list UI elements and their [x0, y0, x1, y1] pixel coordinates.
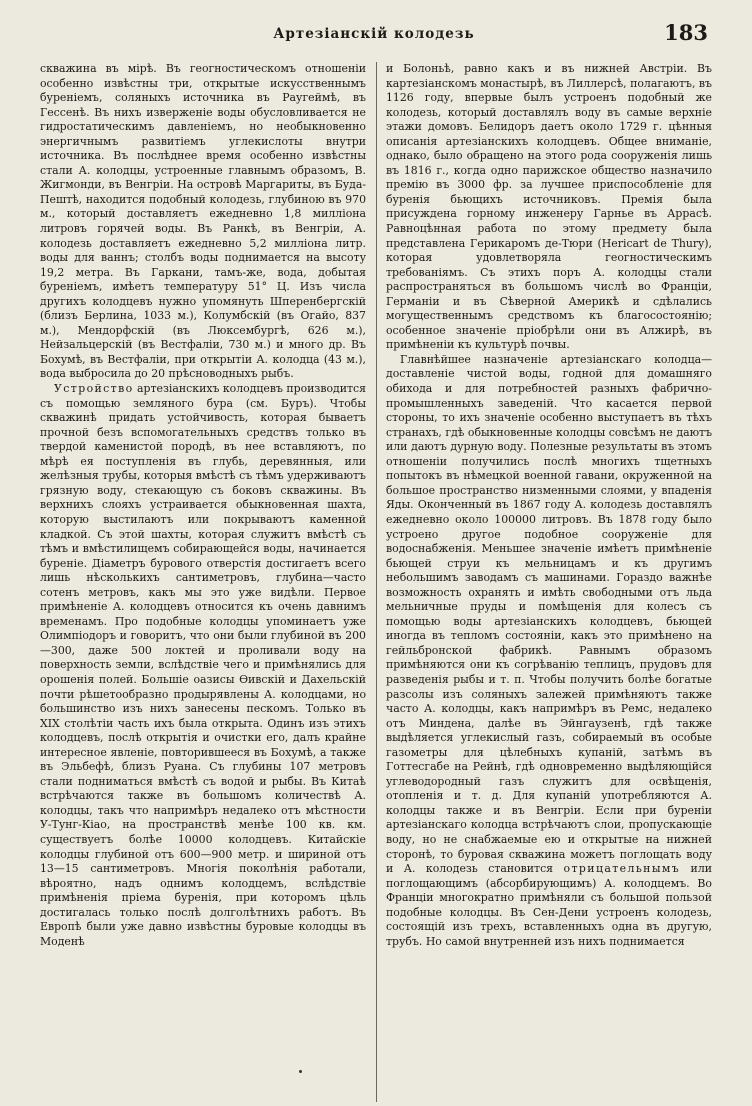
spaced-term: отрицательнымъ	[563, 862, 681, 876]
running-title: Артезіанскій колодезь	[273, 26, 475, 42]
page-header	[40, 20, 708, 50]
page-number: 183	[664, 20, 708, 45]
left-column	[40, 62, 366, 1102]
right-column	[386, 62, 712, 1102]
print-speck	[299, 1070, 302, 1073]
left-paragraph-2	[40, 382, 366, 949]
left-paragraph-1: скважина въ мірѣ. Въ геогностическомъ отношеніи особенно извѣстны три, открытые искусственнымъ буреніемъ, соляныхъ источника въ Раугеймѣ, въ Гессенѣ. Въ нихъ изверженіе воды обусловливается не гидростатическимъ давленіемъ, но необыкновенно энергичнымъ развитіемъ углекислоты внутри источника. Въ послѣднее время особенно извѣстны стали А. колодцы, устроенные главнымъ образомъ, В. Жигмонди, въ Венгріи. На островѣ Маргариты, въ Буда-Пештѣ, находится подобный колодезь, глубиною въ 970 м., который доставляетъ ежедневно 1,8 милліона литровъ горячей воды. Въ Ранкѣ, въ Венгріи, А. колодезь доставляетъ ежедневно 5,2 милліона литр. воды для ваннъ; столбъ воды поднимается на высоту 19,2 метра. Въ Гаркани, тамъ-же, вода, добытая буреніемъ, имѣетъ температуру 51° Ц. Изъ числа другихъ колодцевъ нужно упомянуть Шперенбергскій (близъ Берлина, 1033 м.), Колумбскій (въ Огайо, 837 м.), Мендорфскій (въ Люксембургѣ, 626 м.), Нейзальцерскій (въ Вестфаліи, 730 м.) и много др. Въ Бохумѣ, въ Вестфаліи, при открытіи А. колодца (43 м.), вода выбросила до 20 прѣсноводныхъ рыбъ.	[40, 62, 366, 381]
column-divider	[376, 62, 377, 1102]
right-paragraph-2	[386, 353, 712, 949]
right-paragraph-1: и Болоньѣ, равно какъ и въ нижней Австріи. Въ картезіанскомъ монастырѣ, въ Лиллерсѣ, полагаютъ, въ 1126 году, впервые былъ устроенъ подобный же колодезь, который доставлялъ воду въ самые верхніе этажи домовъ. Белидоръ даетъ около 1729 г. цѣнныя описанія артезіанскихъ колодцевъ. Общее вниманіе, однако, было обращено на этого рода сооруженія лишь въ 1816 г., когда одно парижское общество назначило премію въ 3000 фр. за лучшее приспособленіе для буренія бьющихъ источниковъ. Премія была присуждена горному инженеру Гарнье въ Аррасѣ. Равноцѣнная работа по этому предмету была представлена Герикаромъ де-Тюри (Hericart de Thury), которая удовлетворяла геогностическимъ требованіямъ. Съ этихъ поръ А. колодцы стали распространяться въ большомъ числѣ во Франціи, Германіи и въ Сѣверной Америкѣ и сдѣлались могущественнымъ средствомъ къ благосостоянію; особенное значеніе пріобрѣли они въ Алжирѣ, въ примѣненіи къ культурѣ почвы.	[386, 62, 712, 352]
spaced-lead-word: Устройство	[54, 382, 134, 396]
right-paragraph-2-tail: или поглощающимъ (абсорбирующимъ) А. колодцемъ. Во Франціи многократно примѣняли съ большой пользой подобные колодцы. Въ Сен-Дени устроенъ колодезь, состоящій изъ трехъ, вставленныхъ одна въ другую, трубъ. Но самой внутренней изъ нихъ поднимается	[386, 862, 712, 948]
text-columns	[40, 62, 712, 1102]
left-paragraph-2-body: артезіанскихъ колодцевъ производится съ помощью земляного бура (см. Буръ). Чтобы скважинѣ придать устойчивость, которая бываетъ прочной безъ вспомогательныхъ средствъ только въ твердой каменистой породѣ, въ нее вставляютъ, по мѣрѣ ея поступленія въ глубь, деревянныя, или желѣзныя трубы, которыя вмѣстѣ съ тѣмъ удерживаютъ грязную воду, стекающую съ боковъ скважины. Въ верхнихъ слояхъ устраивается обыкновенная шахта, которую выстилаютъ или покрываютъ каменной кладкой. Съ этой шахты, которая служитъ вмѣстѣ съ тѣмъ и вмѣстилищемъ собирающейся воды, начинается буреніе. Діаметръ бурового отверстія достигаетъ всего лишь нѣсколькихъ сантиметровъ, глубина—часто сотенъ метровъ, какъ мы это уже видѣли. Первое примѣненіе А. колодцевъ относится къ очень давнимъ временамъ. Про подобные колодцы упоминаетъ уже Олимпіодоръ и говоритъ, что они были глубиной въ 200—300, даже 500 локтей и проливали воду на поверхность земли, вслѣдствіе чего и примѣнялись для орошенія полей. Большіе оазисы Ѳивскій и Дахельскій почти рѣшетообразно продырявлены А. колодцами, но большинство изъ нихъ занесены пескомъ. Только въ XIX столѣтіи часть ихъ была открыта. Одинъ изъ этихъ колодцевъ, послѣ открытія и очистки его, далъ крайне интересное явленіе, повторившееся въ Бохумѣ, а также въ Эльбефѣ, близъ Руана. Съ глубины 107 метровъ стали подниматься вмѣстѣ съ водой и рыбы. Въ Китаѣ встрѣчаются также въ большомъ количествѣ А. колодцы, такъ что напримѣръ недалеко отъ мѣстности У-Тунг-Кіао, на пространствѣ менѣе 100 кв. км. существуетъ болѣе 10000 колодцевъ. Китайскіе колодцы глубиной отъ 600—900 метр. и шириной отъ 13—15 сантиметровъ. Многія поколѣнія работали, вѣроятно, надъ однимъ колодцемъ, вслѣдствіе примѣненія пріема буренія, при которомъ цѣль достигалась только послѣ долголѣтнихъ работъ. Въ Европѣ были уже давно извѣстны буровые колодцы въ Моденѣ	[40, 382, 366, 948]
right-paragraph-2-body: Главнѣйшее назначеніе артезіанскаго колодца—доставленіе чистой воды, годной для домашняго обихода и для потребностей разныхъ фабрично-промышленныхъ заведеній. Что касается первой стороны, то ихъ значеніе особенно выступаетъ въ тѣхъ странахъ, гдѣ обыкновенные колодцы совсѣмъ не даютъ или даютъ дурную воду. Полезные результаты въ этомъ отношеніи получились послѣ многихъ тщетныхъ попытокъ въ нѣмецкой военной гавани, окруженной на большое пространство низменными слоями, у впаденія Яды. Оконченный въ 1867 году А. колодезь доставлялъ ежедневно около 100000 литровъ. Въ 1878 году было устроено другое подобное сооруженіе для водоснабженія. Меньшее значеніе имѣетъ примѣненіе бьющей струи къ мельницамъ и къ другимъ небольшимъ заводамъ съ машинами. Гораздо важнѣе возможность охранять и имѣть свободными отъ льда мельничные пруды и помѣщенія для колесъ съ помощью воды артезіанскихъ колодцевъ, бьющей иногда въ тепломъ состояніи, какъ это примѣнено на гейльбронской фабрикѣ. Равнымъ образомъ примѣняются они къ согрѣванію теплицъ, прудовъ для разведенія рыбы и т. п. Чтобы получить болѣе богатые разсолы изъ соляныхъ залежей примѣняютъ также часто А. колодцы, какъ напримѣръ въ Ремс, недалеко отъ Миндена, далѣе въ Эйнгаузенѣ, гдѣ также выдѣляется углекислый газъ, собираемый въ особые газометры для цѣлебныхъ купаній, затѣмъ въ Готтесгабе на Рейнѣ, гдѣ одновременно выдѣляющійся углеводородный газъ служитъ для освѣщенія, отопленія и т. д. Для купаній употребляются А. колодцы также и въ Венгріи. Если при буреніи артезіанскаго колодца встрѣчаютъ слои, пропускающіе воду, но не снабжаемые ею и открытые на нижней сторонѣ, то буровая скважина можетъ поглощать воду и А. колодезь становится	[386, 352, 712, 876]
